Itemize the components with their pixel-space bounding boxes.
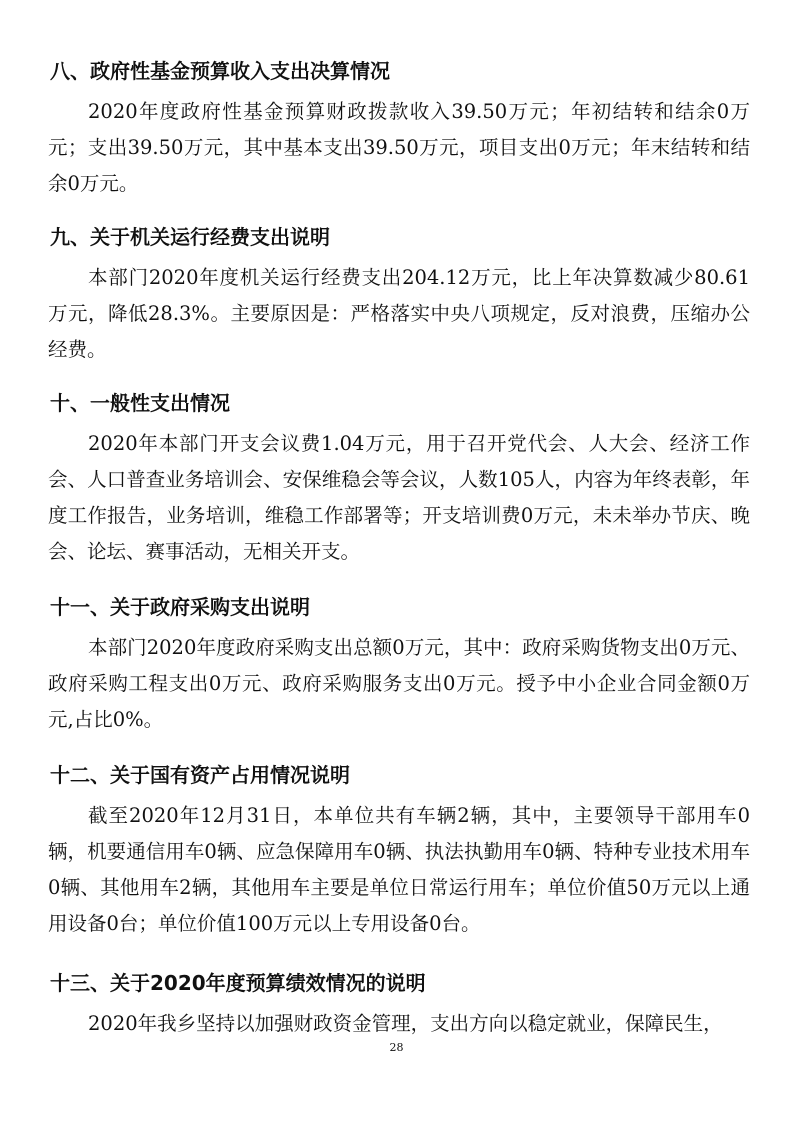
section-heading-13: 十三、关于2020年度预算绩效情况的说明	[50, 971, 426, 995]
section-paragraph-13: 2020年我乡坚持以加强财政资金管理，支出方向以稳定就业，保障民生，	[88, 1012, 723, 1035]
section-heading-9: 九、关于机关运行经费支出说明	[50, 225, 330, 249]
section-paragraph-8: 2020年度政府性基金预算财政拨款收入39.50万元；年初结转和结余0万元；支出39.50万元，其中基本支出39.50万元，项目支出0万元；年末结转和结余0万元。	[48, 100, 750, 195]
section-paragraph-12: 截至2020年12月31日，本单位共有车辆2辆，其中，主要领导干部用车0辆，机要通信用车0辆、应急保障用车0辆、执法执勤用车0辆、特种专业技术用车0辆、其他用车2辆，其他用车主要是单位日常运行用车；单位价值50万元以上通用设备0台；单位价值100万元以上专用设备0台。	[48, 804, 750, 935]
section-paragraph-10: 2020年本部门开支会议费1.04万元，用于召开党代会、人大会、经济工作会、人口普查业务培训会、安保维稳会等会议，人数105人，内容为年终表彰，年度工作报告，业务培训，维稳工作部署等；开支培训费0万元，未未举办节庆、晚会、论坛、赛事活动，无相关开支。	[48, 432, 750, 563]
section-heading-8: 八、政府性基金预算收入支出决算情况	[50, 59, 390, 83]
section-heading-12: 十二、关于国有资产占用情况说明	[50, 763, 350, 787]
page-number: 28	[389, 1041, 404, 1054]
section-paragraph-9: 本部门2020年度机关运行经费支出204.12万元，比上年决算数减少80.61 万元，降低28.3%。主要原因是：严格落实中央八项规定，反对浪费，压缩办公经费。	[48, 266, 750, 361]
section-paragraph-11: 本部门2020年度政府采购支出总额0万元，其中：政府采购货物支出0万元、政府采购工程支出0万元、政府采购服务支出0万元。授予中小企业合同金额0万元,占比0%。	[48, 636, 750, 731]
section-heading-11: 十一、关于政府采购支出说明	[50, 595, 310, 619]
section-heading-10: 十、一般性支出情况	[50, 391, 230, 415]
